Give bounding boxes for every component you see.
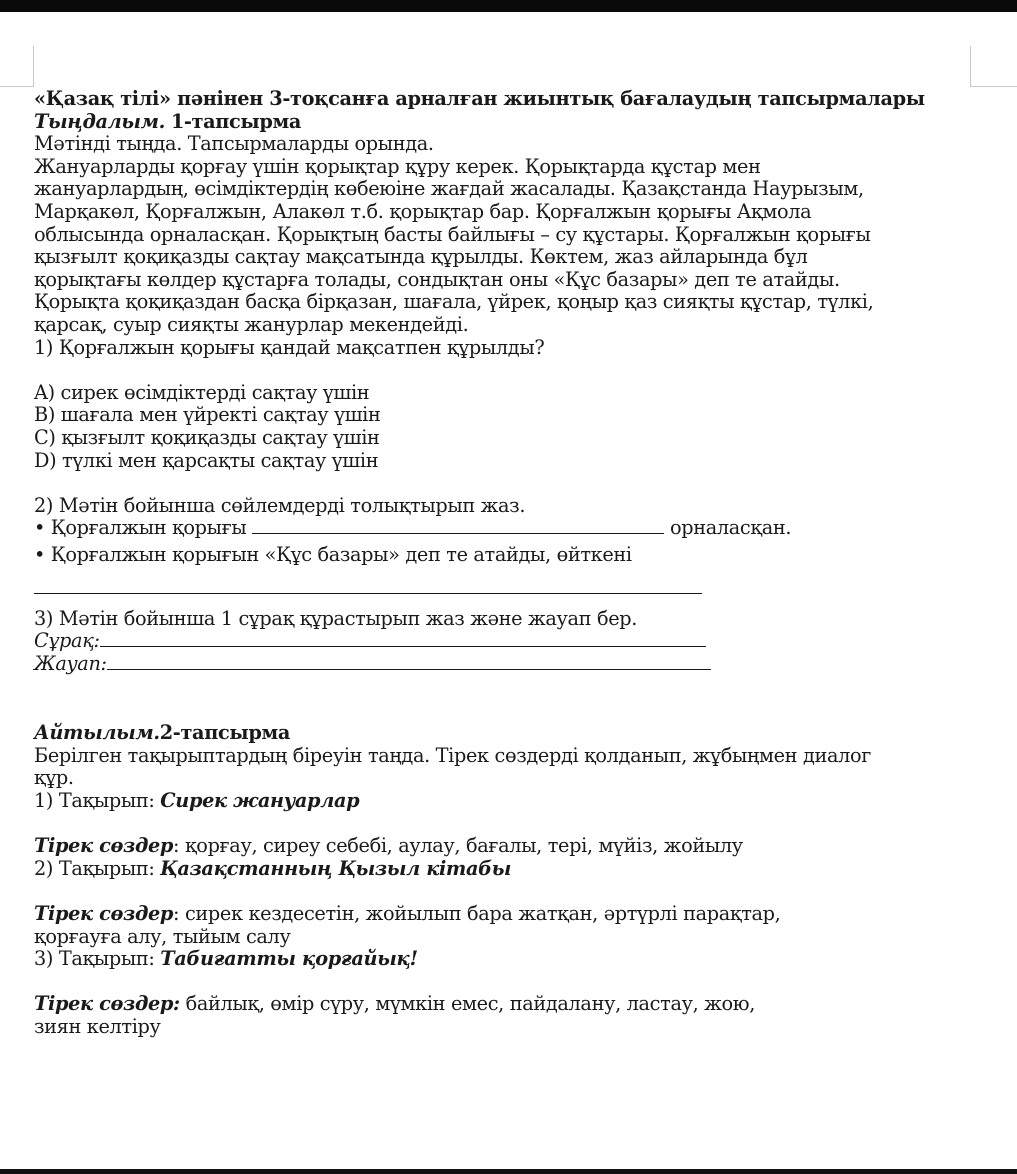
topic-3-keywords-cont: зиян келтіру [34, 1014, 161, 1038]
task1-label: 1-тапсырма [170, 109, 302, 133]
text-line: қорықтағы көлдер құстарға толады, сондықтан оны «Құс базары» деп те атайды. [34, 267, 840, 291]
answer-field [34, 653, 984, 676]
answer-label: Жауап: [34, 652, 107, 676]
option-d: D) түлкі мен қарсақты сақтау үшін [34, 448, 379, 472]
topic-2 [34, 858, 984, 881]
topic-1-keywords [34, 835, 984, 858]
speaking-instruction: Берілген тақырыптардың біреуін таңда. Тірек сөздерді қолданып, жұбыңмен диалог [34, 743, 872, 767]
bullet-1 [34, 517, 984, 544]
text-line: қызғылт қоқиқазды сақтау мақсатында құрылды. Көктем, жаз айларында бұл [34, 245, 808, 269]
bullet-2: • Қорғалжын қорығын «Құс базары» деп те атайды, өйткені [34, 543, 632, 567]
page-corner-mark-left [0, 46, 34, 87]
option-b: B) шағала мен үйректі сақтау үшін [34, 403, 381, 427]
text-line: Жануарларды қорғау үшін қорықтар құру керек. Қорықтарда құстар мен [34, 154, 761, 178]
keywords-text: : сирек кездесетін, жойылып бара жатқан, әртүрлі парақтар, [173, 902, 781, 925]
bullet-1-end: орналасқан. [669, 516, 792, 540]
text-line: Қорықта қоқиқаздан басқа бірқазан, шағала, үйрек, қоңыр қаз сияқты құстар, түлкі, [34, 290, 874, 314]
keywords-label: Тірек сөздер: [34, 992, 180, 1016]
document-page [34, 88, 984, 1039]
option-a: A) сирек өсімдіктерді сақтау үшін [34, 380, 370, 404]
topic-prefix: 1) Тақырып: [34, 789, 155, 813]
answer-line-blank[interactable] [107, 653, 711, 670]
document-title: «Қазақ тілі» пәнінен 3-тоқсанға арналған жиынтық бағалаудың тапсырмалары [34, 87, 925, 110]
topic-2-keywords-cont: қорғауға алу, тыйым салу [34, 924, 291, 948]
task1-heading [34, 111, 984, 134]
text-line: жануарлардың, өсімдіктердің көбеюіне жағдай жасалады. Қазақстанда Наурызым, [34, 177, 864, 201]
topic-1 [34, 790, 984, 813]
speaking-instruction-cont: құр. [34, 766, 74, 790]
topic-3-keywords [34, 993, 984, 1016]
answer-rule[interactable] [34, 581, 702, 594]
task2-heading [34, 722, 984, 745]
listening-instruction: Мәтінді тыңда. Тапсырмаларды орында. [34, 132, 434, 156]
page-corner-mark-right [970, 46, 1017, 87]
topic-prefix: 2) Тақырып: [34, 856, 155, 880]
topic-title: Қазақстанның Қызыл кітабы [160, 856, 511, 880]
question-3: 3) Мәтін бойынша 1 сұрақ құрастырып жаз және жауап бер. [34, 606, 638, 630]
section-listening-label: Тыңдалым. [34, 109, 166, 133]
keywords-label: Тірек сөздер [34, 902, 174, 925]
topic-title: Табиғатты қорғайық! [160, 947, 418, 971]
keywords-text: байлық, өмір сүру, мүмкін емес, пайдалану, ластау, жою, [179, 992, 756, 1016]
bullet-1-start: • Қорғалжын қорығы [34, 516, 247, 540]
question-2: 2) Мәтін бойынша сөйлемдерді толықтырып жаз. [34, 493, 526, 517]
question-blank[interactable] [100, 630, 706, 647]
section-speaking-label: Айтылым. [34, 721, 160, 745]
text-line: облысында орналасқан. Қорықтың басты байлығы – су құстары. Қорғалжын қорығы [34, 222, 871, 246]
keywords-text: : қорғау, сиреу себебі, аулау, бағалы, тері, мүйіз, жойылу [173, 834, 743, 858]
topic-2-keywords [34, 903, 984, 926]
topic-title: Сирек жануарлар [160, 789, 360, 813]
text-line: қарсақ, суыр сияқты жанурлар мекендейді. [34, 312, 469, 336]
question-label: Сұрақ: [34, 629, 100, 653]
topic-3 [34, 948, 984, 971]
keywords-label: Тірек сөздер [34, 834, 174, 858]
question-1: 1) Қорғалжын қорығы қандай мақсатпен құрылды? [34, 335, 545, 359]
task2-label: 2-тапсырма [159, 721, 290, 745]
topic-prefix: 3) Тақырып: [34, 947, 155, 971]
top-black-bar [0, 0, 1017, 12]
question-field [34, 630, 984, 653]
answer-blank[interactable] [252, 517, 664, 534]
bottom-black-bar [0, 1169, 1017, 1174]
text-line: Марқакөл, Қорғалжын, Алакөл т.б. қорықтар бар. Қорғалжын қорығы Ақмола [34, 199, 812, 223]
option-c: C) қызғылт қоқиқазды сақтау үшін [34, 425, 380, 449]
